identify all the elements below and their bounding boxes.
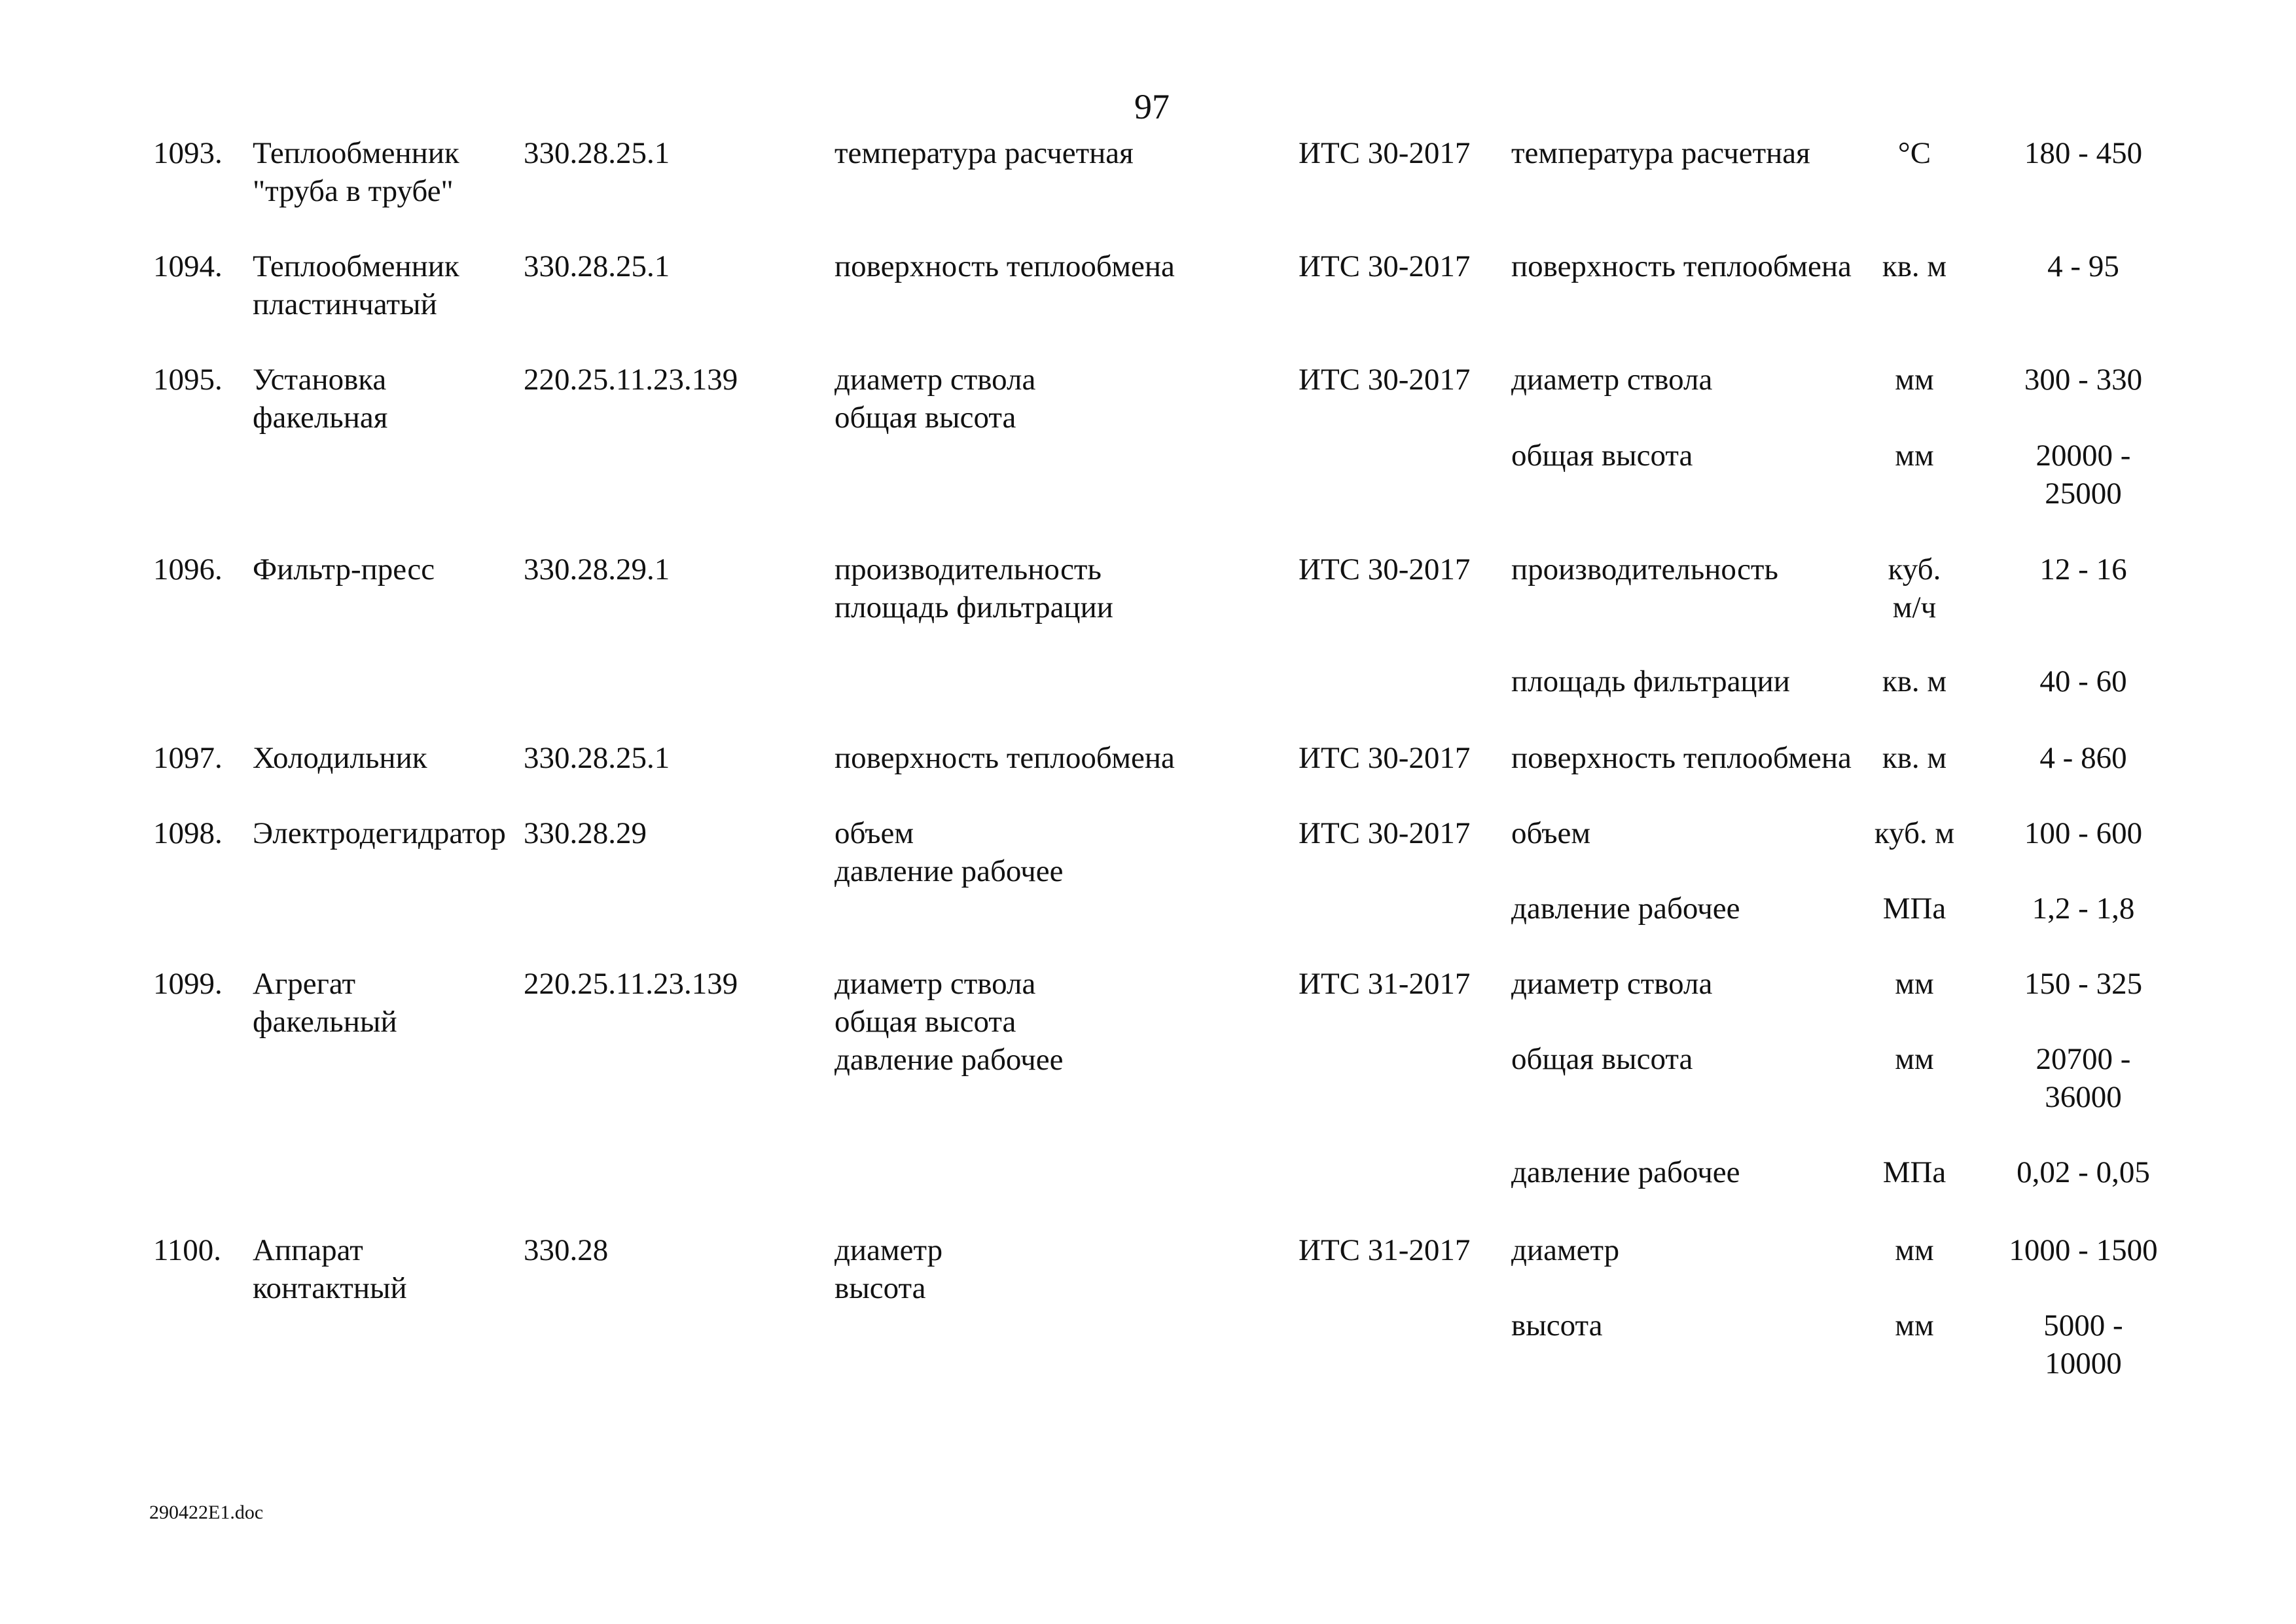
spec-parameter: поверхность теплообмена [1511, 741, 1852, 775]
standard-ref: ИТС 31-2017 [1299, 967, 1471, 1001]
spec-unit: мм [1895, 439, 1934, 473]
spec-parameter: давление рабочее [1511, 892, 1740, 926]
okpd-code: 330.28.29.1 [524, 552, 670, 586]
spec-parameter: диаметр [1511, 1233, 1620, 1267]
parameter-name: общая высота [834, 1005, 1016, 1039]
spec-unit: мм [1895, 1042, 1934, 1076]
equipment-name: Холодильник [253, 741, 427, 775]
spec-range: 100 - 600 [2024, 816, 2143, 850]
parameter-name: общая высота [834, 401, 1016, 435]
row-number: 1100. [153, 1233, 222, 1267]
spec-parameter: высота [1511, 1308, 1603, 1343]
parameter-name: площадь фильтрации [834, 590, 1113, 624]
equipment-name: Электродегидратор [253, 816, 506, 850]
okpd-code: 330.28.25.1 [524, 249, 670, 283]
spec-range: 4 - 860 [2039, 741, 2127, 775]
standard-ref: ИТС 30-2017 [1299, 363, 1471, 397]
spec-unit: МПа [1882, 1155, 1946, 1189]
spec-range: 10000 [2045, 1346, 2122, 1380]
parameter-name: диаметр ствола [834, 363, 1036, 397]
parameter-name: диаметр [834, 1233, 943, 1267]
equipment-name: Установка [253, 363, 387, 397]
standard-ref: ИТС 30-2017 [1299, 249, 1471, 283]
spec-unit: кв. м [1882, 664, 1947, 698]
spec-parameter: температура расчетная [1511, 136, 1810, 170]
parameter-name: объем [834, 816, 914, 850]
spec-range: 20700 - [2036, 1042, 2131, 1076]
row-number: 1098. [153, 816, 223, 850]
spec-range: 5000 - [2043, 1308, 2123, 1343]
spec-range: 0,02 - 0,05 [2017, 1155, 2150, 1189]
okpd-code: 330.28.29 [524, 816, 647, 850]
page-number: 97 [1134, 87, 1170, 126]
equipment-name: Фильтр-пресс [253, 552, 435, 586]
standard-ref: ИТС 30-2017 [1299, 741, 1471, 775]
spec-range: 36000 [2045, 1080, 2122, 1114]
spec-range: 12 - 16 [2039, 552, 2127, 586]
standard-ref: ИТС 31-2017 [1299, 1233, 1471, 1267]
parameter-name: поверхность теплообмена [834, 249, 1175, 283]
okpd-code: 220.25.11.23.139 [524, 363, 738, 397]
spec-unit: куб. [1888, 552, 1941, 586]
spec-range: 20000 - [2036, 439, 2131, 473]
equipment-name: факельный [253, 1005, 397, 1039]
standard-ref: ИТС 30-2017 [1299, 816, 1471, 850]
okpd-code: 330.28 [524, 1233, 609, 1267]
okpd-code: 330.28.25.1 [524, 136, 670, 170]
spec-range: 300 - 330 [2024, 363, 2143, 397]
equipment-name: Теплообменник [253, 136, 459, 170]
equipment-name: Агрегат [253, 967, 356, 1001]
spec-parameter: общая высота [1511, 439, 1693, 473]
spec-unit: кв. м [1882, 741, 1947, 775]
spec-unit: °C [1897, 136, 1931, 170]
spec-range: 40 - 60 [2039, 664, 2127, 698]
equipment-name: пластинчатый [253, 287, 437, 321]
row-number: 1099. [153, 967, 223, 1001]
parameter-name: производительность [834, 552, 1102, 586]
parameter-name: поверхность теплообмена [834, 741, 1175, 775]
standard-ref: ИТС 30-2017 [1299, 552, 1471, 586]
footer-filename: 290422E1.doc [149, 1502, 264, 1523]
spec-parameter: общая высота [1511, 1042, 1693, 1076]
equipment-name: факельная [253, 401, 388, 435]
spec-unit: мм [1895, 1308, 1934, 1343]
parameter-name: температура расчетная [834, 136, 1134, 170]
spec-parameter: давление рабочее [1511, 1155, 1740, 1189]
equipment-name: Аппарат [253, 1233, 363, 1267]
equipment-name: "труба в трубе" [253, 174, 454, 208]
spec-parameter: площадь фильтрации [1511, 664, 1790, 698]
parameter-name: давление рабочее [834, 1043, 1064, 1077]
spec-parameter: объем [1511, 816, 1591, 850]
spec-unit: куб. м [1874, 816, 1955, 850]
equipment-name: Теплообменник [253, 249, 459, 283]
spec-unit: МПа [1882, 892, 1946, 926]
parameter-name: давление рабочее [834, 854, 1064, 888]
parameter-name: диаметр ствола [834, 967, 1036, 1001]
spec-range: 25000 [2045, 477, 2122, 511]
spec-range: 180 - 450 [2024, 136, 2143, 170]
spec-unit: мм [1895, 967, 1934, 1001]
spec-parameter: производительность [1511, 552, 1778, 586]
spec-unit: кв. м [1882, 249, 1947, 283]
standard-ref: ИТС 30-2017 [1299, 136, 1471, 170]
okpd-code: 220.25.11.23.139 [524, 967, 738, 1001]
spec-unit: мм [1895, 363, 1934, 397]
spec-parameter: диаметр ствола [1511, 363, 1713, 397]
spec-unit: мм [1895, 1233, 1934, 1267]
spec-unit: м/ч [1892, 590, 1937, 624]
spec-range: 150 - 325 [2024, 967, 2143, 1001]
spec-range: 4 - 95 [2047, 249, 2119, 283]
row-number: 1097. [153, 741, 223, 775]
row-number: 1096. [153, 552, 223, 586]
equipment-name: контактный [253, 1271, 407, 1305]
spec-parameter: диаметр ствола [1511, 967, 1713, 1001]
spec-range: 1,2 - 1,8 [2032, 892, 2135, 926]
spec-parameter: поверхность теплообмена [1511, 249, 1852, 283]
okpd-code: 330.28.25.1 [524, 741, 670, 775]
row-number: 1095. [153, 363, 223, 397]
spec-range: 1000 - 1500 [2009, 1233, 2158, 1267]
row-number: 1094. [153, 249, 223, 283]
row-number: 1093. [153, 136, 223, 170]
parameter-name: высота [834, 1271, 926, 1305]
